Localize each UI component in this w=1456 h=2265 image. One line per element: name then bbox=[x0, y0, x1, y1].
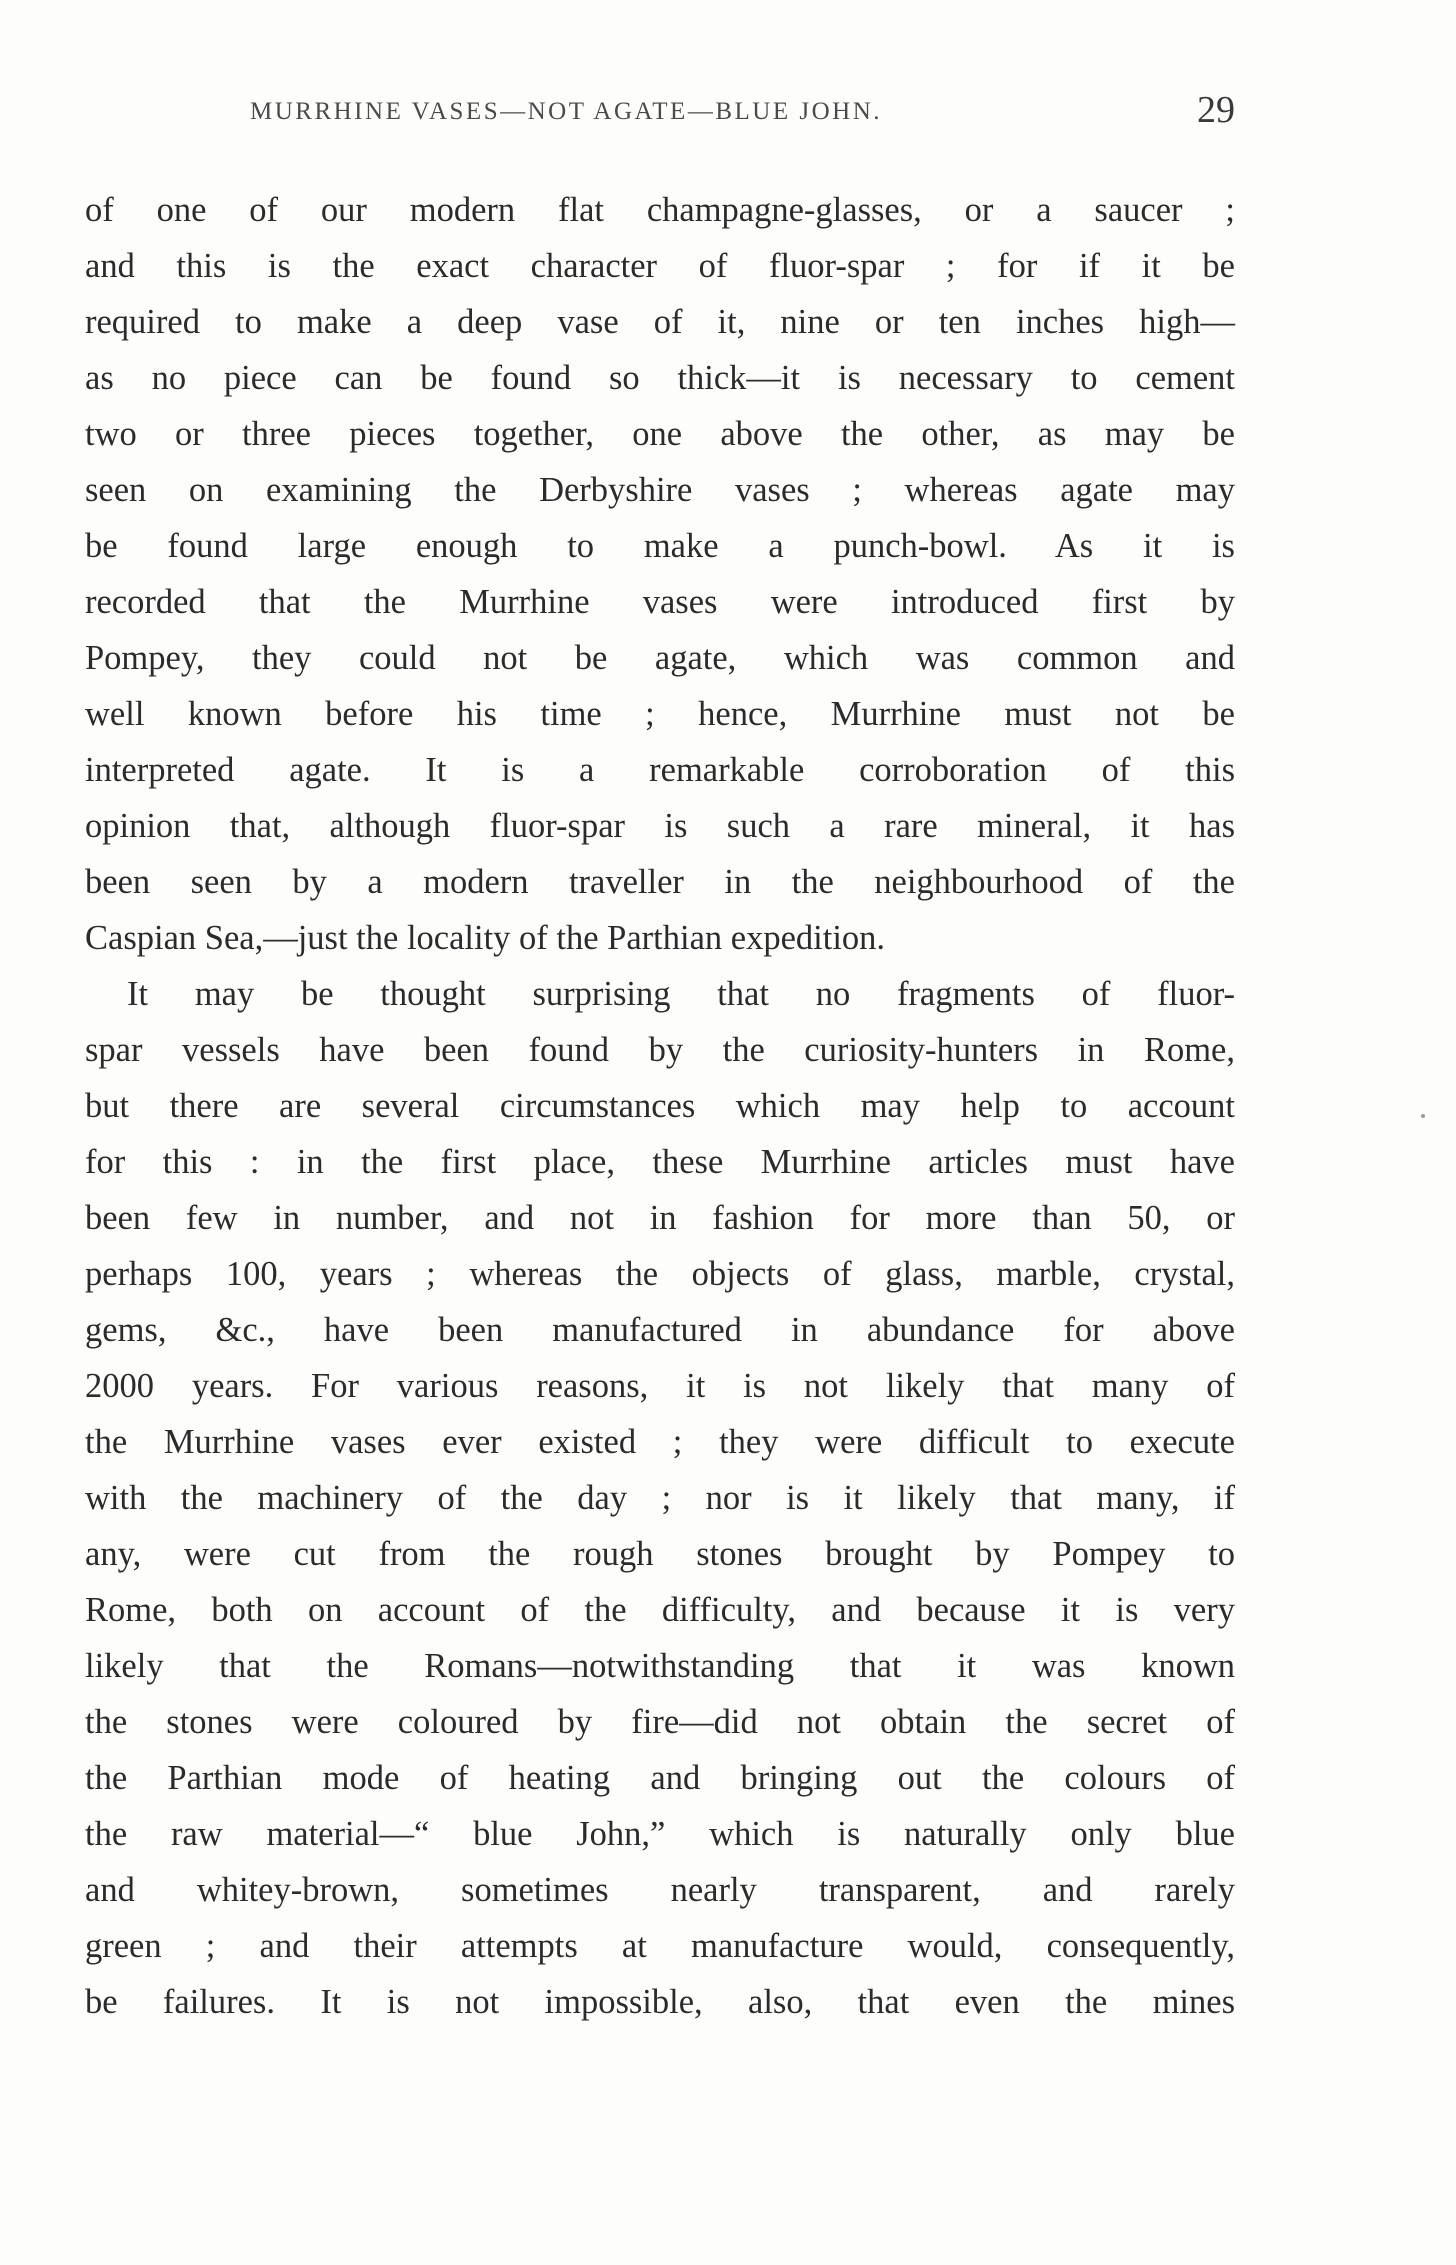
text-line: gems, &c., have been manufactured in abundance for above bbox=[85, 1311, 1235, 1349]
text-line: two or three pieces together, one above the other, as may be bbox=[85, 415, 1235, 453]
text-line: green ; and their attempts at manufacture would, consequently, bbox=[85, 1927, 1235, 1965]
text-line: been few in number, and not in fashion for more than 50, or bbox=[85, 1199, 1235, 1237]
text-line: as no piece can be found so thick—it is necessary to cement bbox=[85, 359, 1235, 397]
text-line: Rome, both on account of the difficulty, and because it is very bbox=[85, 1591, 1235, 1629]
body-text bbox=[85, 182, 1235, 2030]
text-line: likely that the Romans—notwithstanding that it was known bbox=[85, 1647, 1235, 1685]
page-number: 29 bbox=[1197, 89, 1235, 131]
text-line: Caspian Sea,—just the locality of the Parthian expedition. bbox=[85, 919, 886, 957]
text-line: been seen by a modern traveller in the neighbourhood of the bbox=[85, 863, 1235, 901]
text-line: be found large enough to make a punch-bowl. As it is bbox=[85, 527, 1235, 565]
text-line: Pompey, they could not be agate, which was common and bbox=[85, 639, 1235, 677]
text-line: spar vessels have been found by the curiosity-hunters in Rome, bbox=[85, 1031, 1235, 1069]
text-line: well known before his time ; hence, Murrhine must not be bbox=[85, 695, 1235, 733]
text-line: recorded that the Murrhine vases were introduced first by bbox=[85, 583, 1235, 621]
text-line: opinion that, although fluor-spar is such a rare mineral, it has bbox=[85, 807, 1235, 845]
running-title: MURRHINE VASES—NOT AGATE—BLUE JOHN. bbox=[250, 98, 882, 125]
text-line: the raw material—“ blue John,” which is naturally only blue bbox=[85, 1815, 1235, 1853]
text-line: the Murrhine vases ever existed ; they were difficult to execute bbox=[85, 1423, 1235, 1461]
text-line: and whitey-brown, sometimes nearly transparent, and rarely bbox=[85, 1871, 1235, 1909]
text-line: but there are several circumstances which may help to account bbox=[85, 1087, 1235, 1125]
text-line: It may be thought surprising that no fragments of fluor- bbox=[127, 975, 1235, 1013]
text-line: be failures. It is not impossible, also, that even the mines bbox=[85, 1983, 1235, 2021]
ink-speck bbox=[1421, 1114, 1425, 1118]
text-line: perhaps 100, years ; whereas the objects of glass, marble, crystal, bbox=[85, 1255, 1235, 1293]
text-line: and this is the exact character of fluor-spar ; for if it be bbox=[85, 247, 1235, 285]
text-line: the Parthian mode of heating and bringing out the colours of bbox=[85, 1759, 1235, 1797]
text-line: 2000 years. For various reasons, it is not likely that many of bbox=[85, 1367, 1235, 1405]
paragraph-2 bbox=[85, 966, 1235, 2030]
text-line: of one of our modern flat champagne-glasses, or a saucer ; bbox=[85, 191, 1235, 229]
text-line: required to make a deep vase of it, nine or ten inches high— bbox=[85, 303, 1235, 341]
text-line: interpreted agate. It is a remarkable corroboration of this bbox=[85, 751, 1235, 789]
text-line: for this : in the first place, these Murrhine articles must have bbox=[85, 1143, 1235, 1181]
text-line: any, were cut from the rough stones brought by Pompey to bbox=[85, 1535, 1235, 1573]
text-line: with the machinery of the day ; nor is it likely that many, if bbox=[85, 1479, 1235, 1517]
text-line: the stones were coloured by fire—did not obtain the secret of bbox=[85, 1703, 1235, 1741]
text-line: seen on examining the Derbyshire vases ; whereas agate may bbox=[85, 471, 1235, 509]
running-head bbox=[85, 88, 1235, 138]
paragraph-1 bbox=[85, 182, 1235, 966]
